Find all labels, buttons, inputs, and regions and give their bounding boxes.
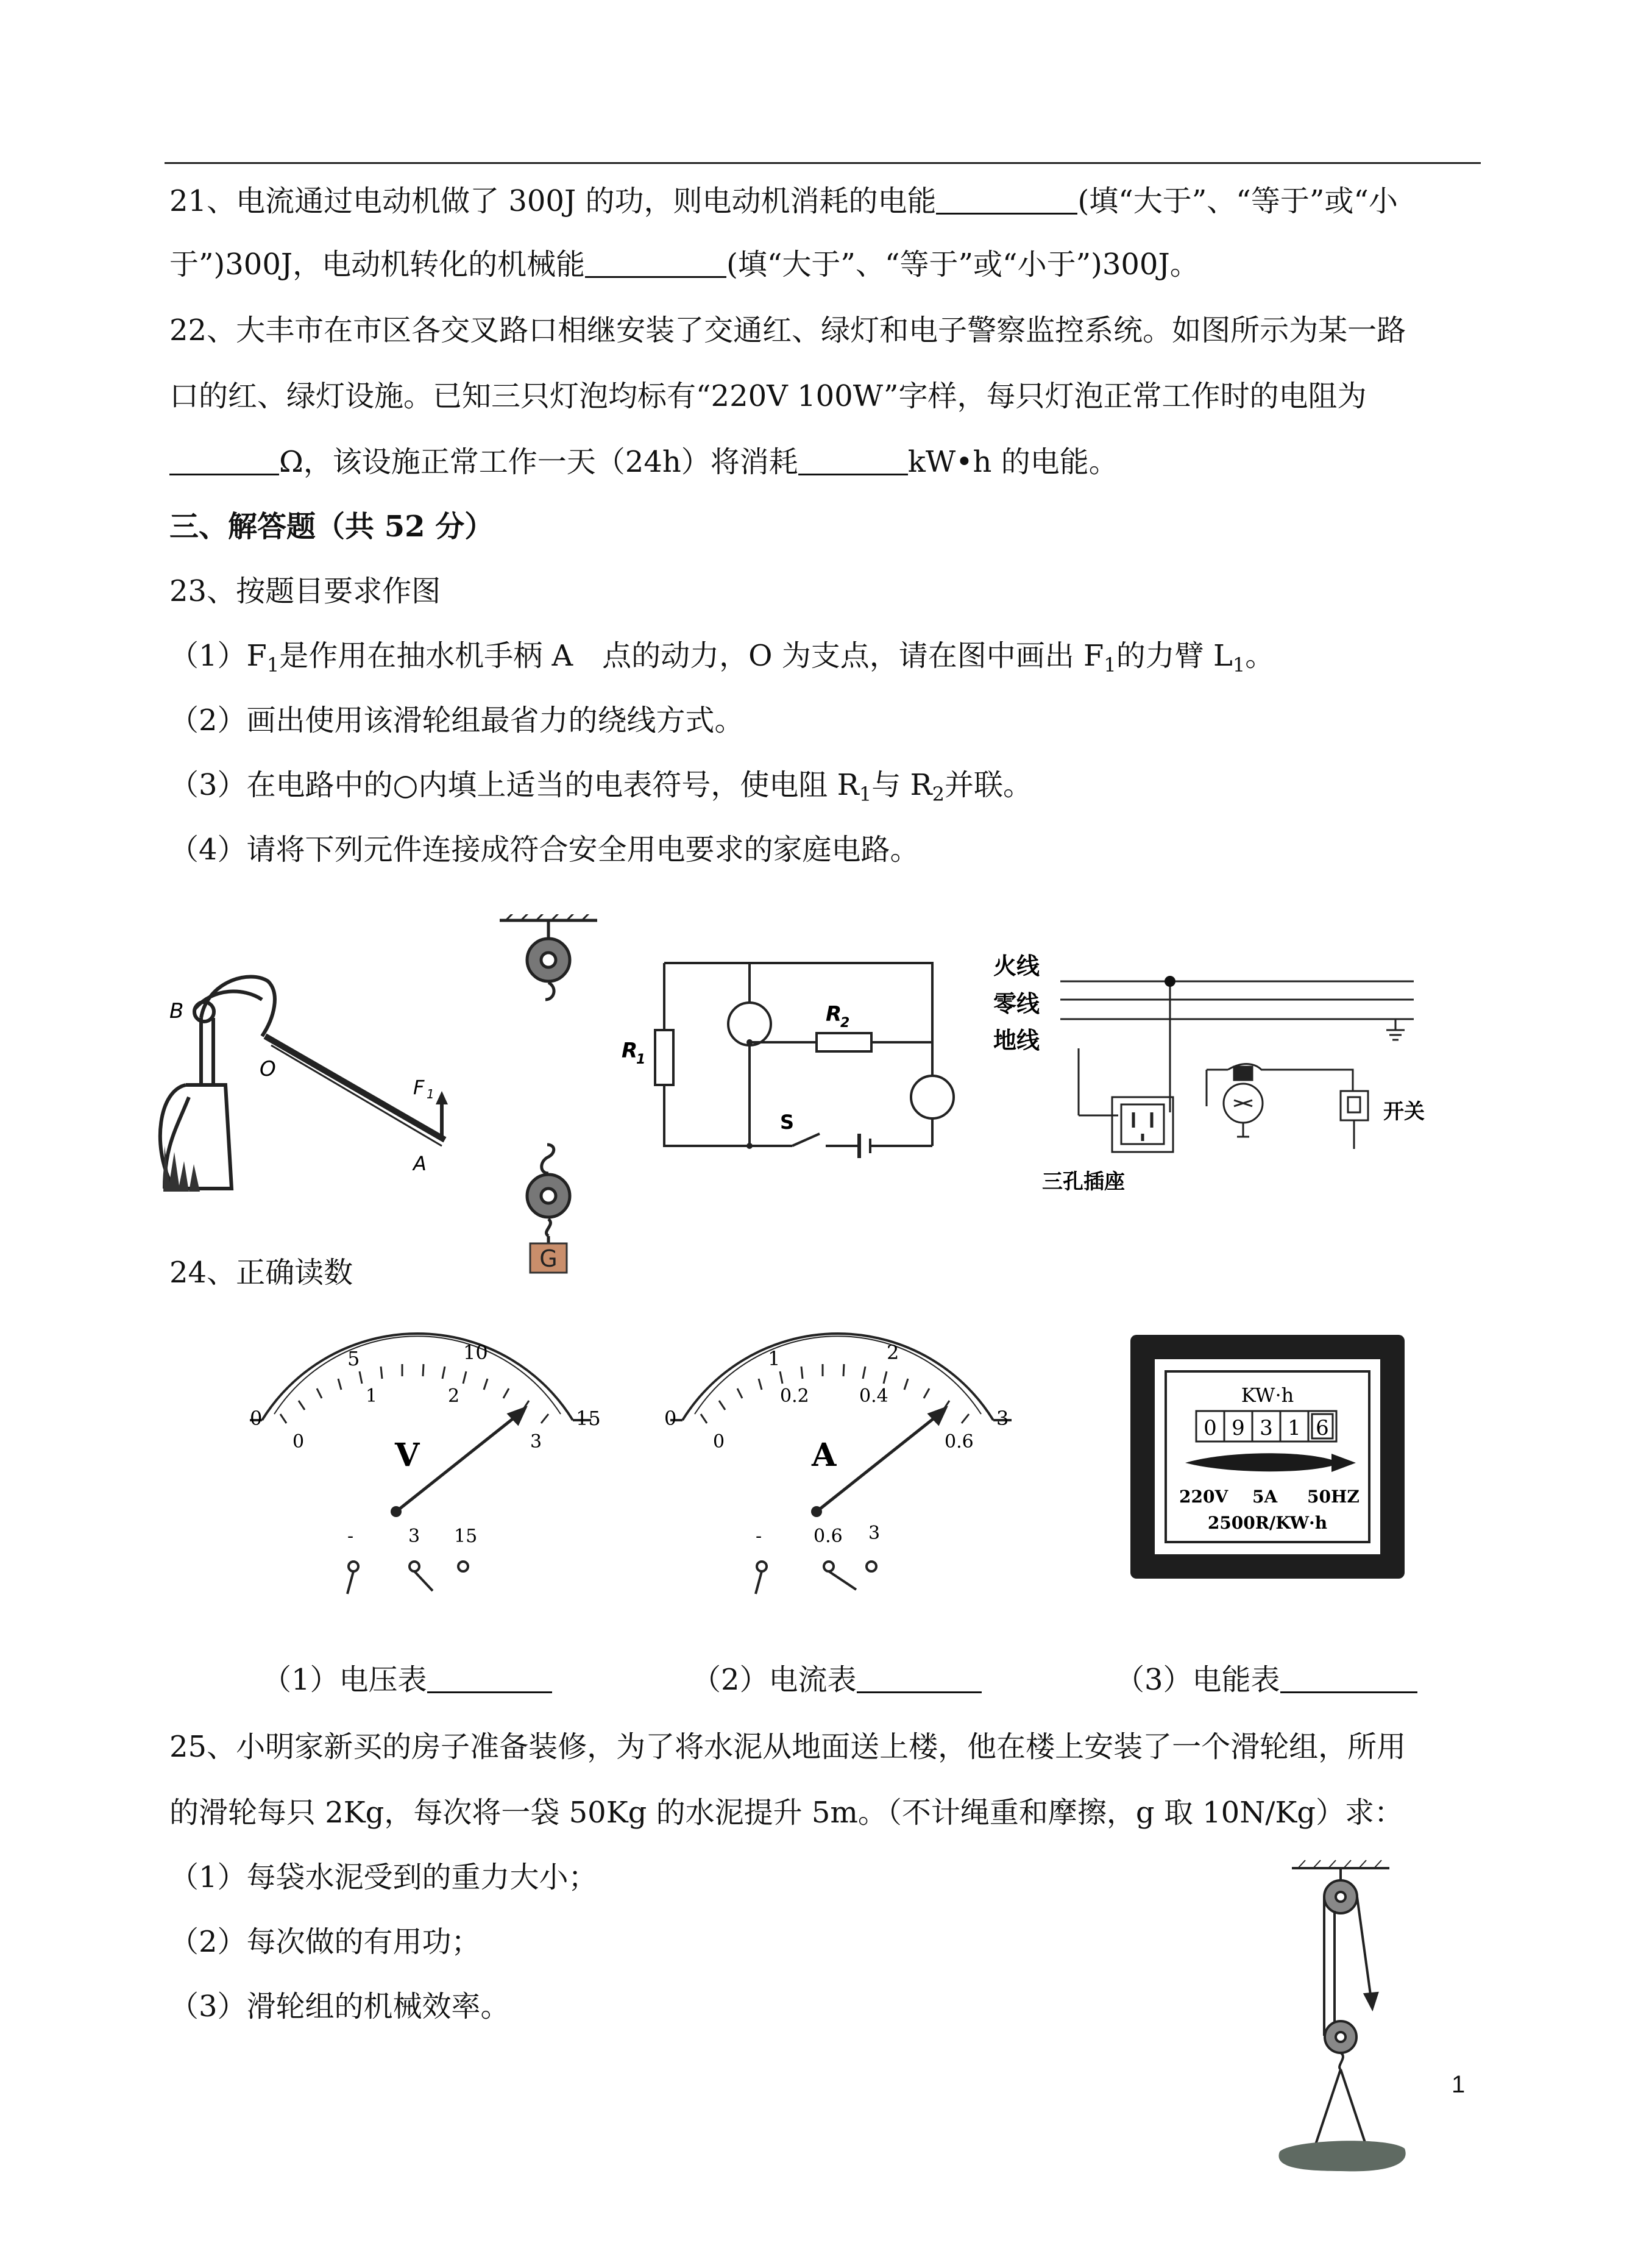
q23-title: 23、按题目要求作图 [169, 574, 441, 608]
energy-meter-digit-4: 6 [1316, 1416, 1329, 1440]
page-number: 1 [1452, 2071, 1466, 2098]
circuit-label-r2: R [826, 1002, 842, 1026]
ammeter-terminal-3: 3 [868, 1523, 881, 1544]
q22-line1: 22、大丰市在市区各交叉路口相继安装了交通红、绿灯和电子警察监控系统。如图所示为某一路 [169, 313, 1406, 347]
voltmeter-bottom-tick-0: 0 [292, 1431, 305, 1452]
reading-ammeter [692, 1662, 982, 1698]
q23-sub3 [169, 767, 1032, 812]
energy-meter-digit-3: 1 [1288, 1416, 1301, 1440]
ammeter-terminal-06: 0.6 [814, 1526, 843, 1547]
voltmeter-bottom-tick-1: 1 [366, 1385, 378, 1407]
pump-label-f-sub: 1 [427, 1087, 434, 1101]
section-title: 三、解答题（共 52 分） [169, 510, 494, 544]
ammeter-bottom-tick-04: 0.4 [859, 1385, 888, 1407]
energy-meter-spec-r: 2500R/KW·h [1207, 1513, 1328, 1533]
energy-meter-digit-1: 9 [1232, 1416, 1245, 1440]
pulley-figure [488, 914, 609, 1274]
pulley-label-g: G [539, 1245, 558, 1272]
q25-sub2: （2）每次做的有用功； [169, 1925, 481, 1959]
q21-text-b: (填“大于”、“等于”或“小 [1077, 184, 1398, 218]
voltmeter-top-tick-0: 0 [250, 1407, 263, 1430]
q22-text-b: kW•h 的电能。 [907, 445, 1118, 479]
reading-voltmeter-label: （1）电压表 [262, 1663, 427, 1697]
reading-ammeter-label: （2）电流表 [692, 1663, 857, 1697]
voltmeter-figure [232, 1323, 609, 1603]
voltmeter-top-tick-15: 15 [576, 1407, 601, 1430]
socket-label: 三孔插座 [1042, 1170, 1125, 1194]
switch-label: 开关 [1383, 1100, 1425, 1124]
cement-bag [1278, 2141, 1405, 2171]
voltmeter-terminal-neg: - [347, 1526, 354, 1547]
reading-energy-meter-label: （3）电能表 [1115, 1663, 1280, 1697]
ammeter-top-tick-3: 3 [996, 1407, 1009, 1430]
q23-s1-c: 的力臂 L [1116, 639, 1233, 673]
pump-label-b: B [169, 999, 184, 1023]
q21-line1 [169, 183, 1398, 219]
ammeter-top-tick-0: 0 [664, 1407, 677, 1430]
pump-label-a: A [413, 1152, 427, 1175]
energy-meter-spec-a: 5A [1252, 1487, 1278, 1507]
energy-meter-digit-2: 3 [1260, 1416, 1273, 1440]
pump-figure [140, 945, 463, 1201]
q21-text-c: 于”)300J，电动机转化的机械能 [169, 247, 586, 282]
q22-line2: 口的红、绿灯设施。已知三只灯泡均标有“220V 100W”字样，每只灯泡正常工作时的电阻为 [169, 379, 1367, 413]
q24-title: 24、正确读数 [169, 1256, 353, 1290]
live-wire-label: 火线 [993, 953, 1040, 979]
q25-sub3: （3）滑轮组的机械效率。 [169, 1989, 510, 2024]
q25-line2: 的滑轮每只 2Kg，每次将一袋 50Kg 的水泥提升 5m。（不计绳重和摩擦，g 取 10N/Kg）求： [169, 1796, 1403, 1830]
q25-line1: 25、小明家新买的房子准备装修，为了将水泥从地面送上楼，他在楼上安装了一个滑轮组，所用 [169, 1730, 1406, 1764]
q21-blank-2[interactable] [585, 248, 726, 278]
q23-sub1 [169, 638, 1274, 683]
q23-s1-sub2: 1 [1104, 653, 1116, 677]
circuit-label-r2-sub: 2 [840, 1015, 850, 1031]
voltmeter-symbol: V [395, 1437, 420, 1474]
q23-s1-d: 。 [1245, 639, 1275, 673]
q22-blank-1[interactable] [169, 446, 279, 475]
reading-ammeter-blank[interactable] [857, 1663, 982, 1693]
header-rule [165, 162, 1481, 164]
ammeter-top-tick-2: 2 [887, 1341, 899, 1364]
q23-sub4: （4）请将下列元件连接成符合安全用电要求的家庭电路。 [169, 833, 920, 867]
ground-wire-label: 地线 [993, 1027, 1040, 1054]
energy-meter-spec-hz: 50HZ [1307, 1487, 1360, 1507]
energy-meter-unit: KW·h [1241, 1384, 1294, 1407]
reading-voltmeter-blank[interactable] [427, 1663, 552, 1693]
energy-meter-figure [1130, 1335, 1405, 1579]
pump-label-o: O [260, 1057, 276, 1081]
voltmeter-terminal-15: 15 [454, 1526, 478, 1547]
q23-sub2: （2）画出使用该滑轮组最省力的绕线方式。 [169, 703, 744, 738]
ammeter-bottom-tick-0: 0 [713, 1431, 725, 1452]
q23-s1-sub1: 1 [266, 653, 280, 677]
ammeter-bottom-tick-02: 0.2 [780, 1385, 809, 1407]
reading-energy-meter [1115, 1662, 1417, 1698]
voltmeter-top-tick-10: 10 [463, 1341, 488, 1364]
voltmeter-bottom-tick-3: 3 [530, 1431, 542, 1452]
ammeter-terminal-neg: - [756, 1526, 762, 1547]
q23-s3-sub2: 2 [932, 783, 945, 806]
q23-s3-a: （3）在电路中的○内填上适当的电表符号，使电阻 R [169, 768, 859, 802]
q22-line3 [169, 444, 1118, 480]
reading-energy-meter-blank[interactable] [1280, 1663, 1417, 1693]
ammeter-bottom-tick-06: 0.6 [945, 1431, 974, 1452]
q21-text-a: 21、电流通过电动机做了 300J 的功，则电动机消耗的电能 [169, 184, 937, 218]
household-circuit-figure [987, 945, 1450, 1201]
q22-text-a: Ω，该设施正常工作一天（24h）将消耗 [279, 445, 798, 479]
cement-pulley-figure [1268, 1859, 1414, 2176]
q23-s1-a: （1）F [169, 639, 267, 673]
voltmeter-bottom-tick-2: 2 [448, 1385, 460, 1407]
energy-meter-digit-0: 0 [1204, 1416, 1217, 1440]
q23-s3-sub1: 1 [859, 783, 872, 806]
ammeter-top-tick-1: 1 [768, 1347, 781, 1370]
q25-sub1: （1）每袋水泥受到的重力大小； [169, 1860, 598, 1894]
q23-s3-c: 并联。 [944, 768, 1032, 802]
q22-blank-2[interactable] [798, 446, 908, 475]
reading-voltmeter [262, 1662, 552, 1698]
circuit-label-r1-sub: 1 [636, 1052, 646, 1067]
q23-s1-sub3: 1 [1232, 653, 1246, 677]
ammeter-figure [652, 1323, 1030, 1603]
q21-blank-1[interactable] [936, 185, 1077, 215]
voltmeter-top-tick-5: 5 [347, 1347, 360, 1370]
voltmeter-terminal-3: 3 [408, 1526, 420, 1547]
q21-line2 [169, 246, 1199, 283]
energy-meter-spec-v: 220V [1179, 1487, 1228, 1507]
q23-s3-b: 与 R [871, 768, 932, 802]
q23-s1-b: 是作用在抽水机手柄 A 点的动力，O 为支点，请在图中画出 F [279, 639, 1104, 673]
ammeter-symbol: A [812, 1437, 837, 1474]
pump-label-f: F [413, 1076, 425, 1099]
circuit-figure [609, 951, 975, 1182]
q21-text-d: (填“大于”、“等于”或“小于”)300J。 [726, 247, 1199, 282]
circuit-label-r1: R [622, 1039, 638, 1063]
circuit-label-s: S [780, 1111, 795, 1134]
neutral-wire-label: 零线 [993, 990, 1040, 1017]
